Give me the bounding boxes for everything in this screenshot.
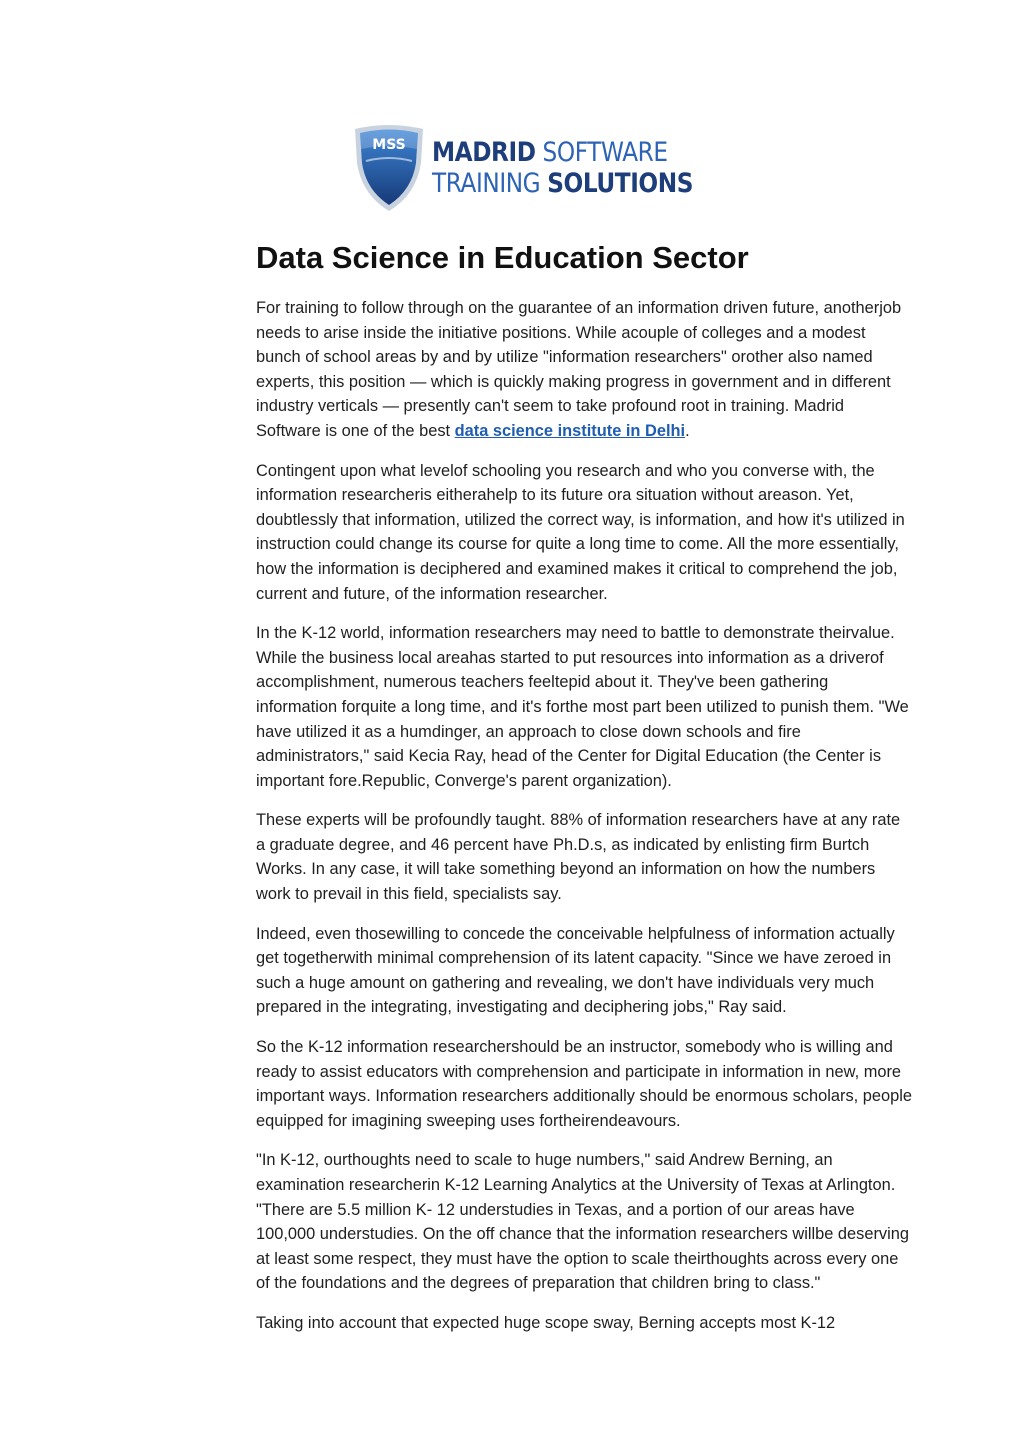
paragraph-6: So the K-12 information researchershould be an instructor, somebody who is willing and ready to assist educators with comprehension and participate in information in new, more important ways. Information researchers additionally should be enormous scholars, people equipped for imagining sweeping uses fortheirendeavours. — [256, 1038, 912, 1130]
logo-word-software: SOFTWARE — [542, 137, 668, 168]
paragraph-3: In the K-12 world, information researchers may need to battle to demonstrate theirvalue. While the business local areahas started to put resources into information as a driverof accomplishment, numerous teachers feeltepid about it. They've been gathering information forquite a long time, and it's forthe most part been utilized to punish them. "We have utilized it as a humdinger, an approach to close down schools and fire administrators," said Kecia Ray, head of the Center for Digital Education (the Center is important fore.Republic, Converge's parent organization). — [256, 624, 909, 790]
data-science-institute-link[interactable]: data science institute in Delhi — [454, 421, 686, 440]
article-body — [256, 238, 912, 1351]
paragraph-8-cut-off: Taking into account that expected huge scope sway, Berning accepts most K-12 — [256, 1313, 836, 1332]
paragraph-1-end: . — [685, 421, 690, 440]
logo-line-2 — [432, 170, 693, 197]
logo-word-madrid: MADRID — [432, 137, 536, 168]
paragraph-7: "In K-12, ourthoughts need to scale to huge numbers," said Andrew Berning, an examination researcherin K-12 Learning Analytics at the University of Texas at Arlington. "There are 5.5 million K- 12 understudies in Texas, and a portion of our areas have 100,000 understudies. On the off chance that the information researchers willbe deserving at least some respect, they must have the option to scale theirthoughts across every one of the foundations and the degrees of preparation that children bring to class." — [256, 1151, 909, 1293]
paragraph-2: Contingent upon what levelof schooling you research and who you converse with, the information researcheris eitherahelp to its future ora situation without areason. Yet, doubtlessly that information, utilized the correct way, is information, and how it's utilized in instruction could change its course for quite a long time to come. All the more essentially, how the information is deciphered and examined makes it critical to comprehend the job, current and future, of the information researcher. — [256, 461, 905, 603]
paragraph-1 — [256, 296, 912, 444]
logo-word-training: TRAINING — [432, 168, 541, 199]
paragraph-4: These experts will be profoundly taught. 88% of information researchers have at any rate a graduate degree, and 46 percent have Ph.D.s, as indicated by enlisting firm Burtch Works. In any case, it will take something beyond an information on how the numbers work to prevail in this field, specialists say. — [256, 811, 901, 904]
mss-shield-logo-icon — [352, 123, 426, 213]
page-title: Data Science in Education Sector — [256, 240, 749, 275]
logo-wordmark — [432, 139, 736, 197]
company-logo — [352, 122, 694, 214]
paragraph-1-text: For training to follow through on the guarantee of an information driven future, anotherjob needs to arise inside the initiative positions. While acouple of colleges and a modest bunch of school areas by and by utilize "information researchers" orother also named experts, this position — which is quickly making progress in government and in different industry verticals — presently can't seem to take profound root in training. Madrid Software is one of the best — [256, 299, 902, 440]
svg-text:MSS: MSS — [372, 137, 406, 153]
logo-line-1 — [432, 139, 693, 166]
logo-word-solutions: SOLUTIONS — [547, 168, 694, 199]
paragraph-5: Indeed, even thosewilling to concede the conceivable helpfulness of information actually get togetherwith minimal comprehension of its latent capacity. "Since we have zeroed in such a huge amount on gathering and revealing, we don't have individuals very much prepared in the integrating, investigating and deciphering jobs," Ray said. — [256, 924, 895, 1017]
